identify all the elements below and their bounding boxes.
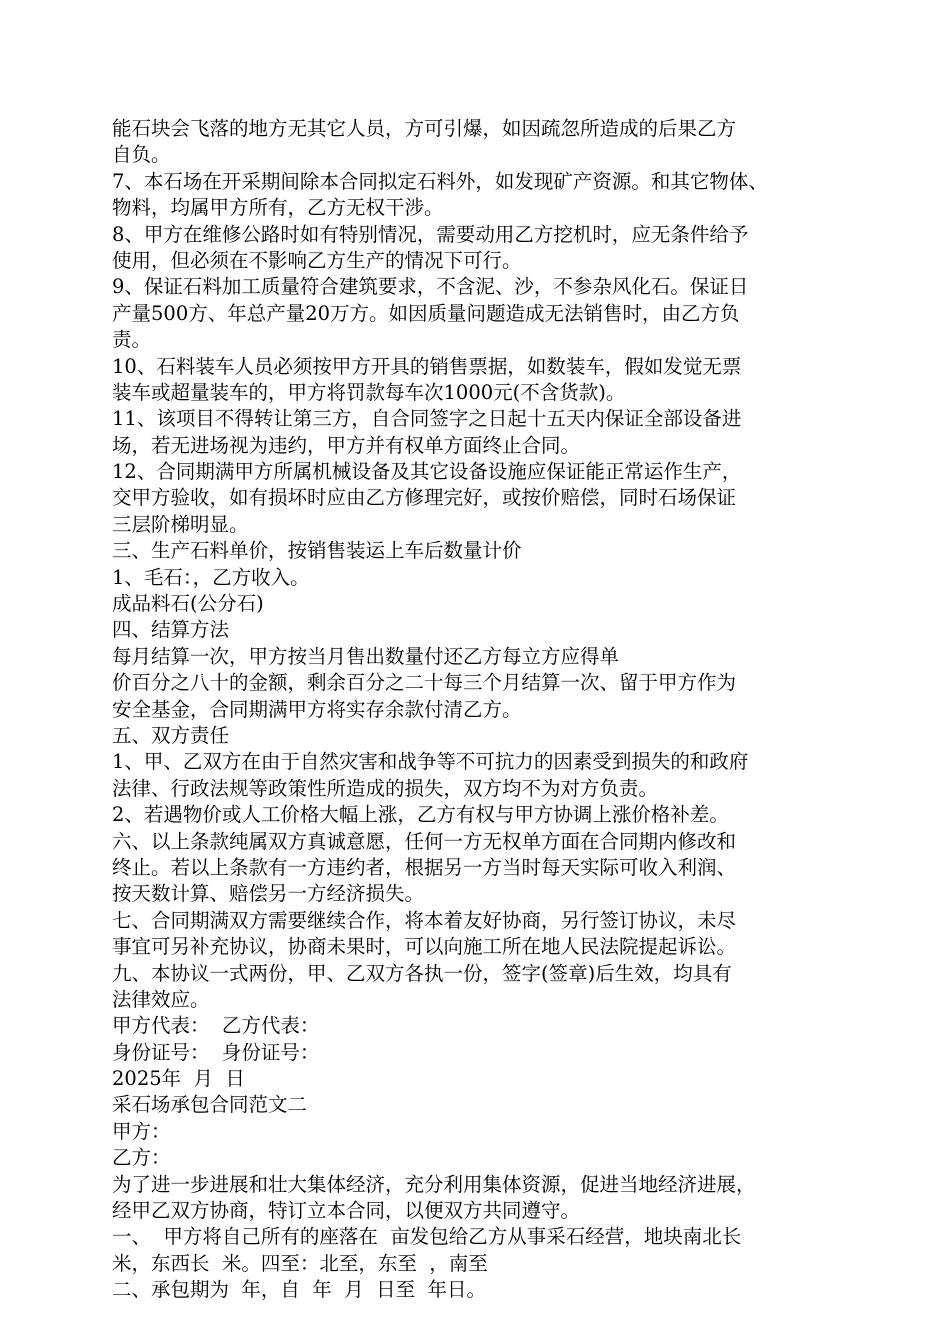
party-b-label: 乙方： xyxy=(112,1146,171,1170)
text-line: 能石块会飞落的地方无其它人员，方可引爆，如因疏忽所造成的后果乙方 xyxy=(112,117,737,140)
text-line: 法律效应。 xyxy=(112,987,210,1011)
text-line: 为了进一步进展和壮大集体经济，充分利用集体资源，促进当地经济进展， xyxy=(112,1172,756,1196)
text-line: 经甲乙双方协商，特订立本合同，以便双方共同遵守。 xyxy=(112,1199,581,1223)
text-line: 责。 xyxy=(112,328,152,352)
text-line: 安全基金，合同期满甲方将实存余款付清乙方。 xyxy=(112,697,522,721)
text-line: 10、石料装车人员必须按甲方开具的销售票据，如数装车，假如发觉无票 xyxy=(112,354,742,378)
text-line: 米，东西长 米。四至：北至，东至 ，南至 xyxy=(112,1251,488,1275)
text-line: 12、合同期满甲方所属机械设备及其它设备设施应保证能正常运作生产， xyxy=(112,460,742,484)
section-heading: 三、生产石料单价，按销售装运上车后数量计价 xyxy=(112,539,522,563)
section-heading: 一、 甲方将自己所有的座落在 亩发包给乙方从事采石经营，地块南北长 xyxy=(112,1225,742,1249)
text-line: 三层阶梯明显。 xyxy=(112,512,249,536)
text-line: 法律、行政法规等政策性所造成的损失，双方均不为对方负责。 xyxy=(112,776,659,800)
text-line: 11、该项目不得转让第三方，自合同签字之日起十五天内保证全部设备进 xyxy=(112,407,742,431)
text-line: 自负。 xyxy=(112,143,171,167)
text-line: 9、保证石料加工质量符合建筑要求，不含泥、沙，不参杂风化石。保证日 xyxy=(112,275,749,299)
text-line: 1、甲、乙双方在由于自然灾害和战争等不可抗力的因素受到损失的和政府 xyxy=(112,750,749,774)
text-line: 价百分之八十的金额，剩余百分之二十每三个月结算一次、留于甲方作为 xyxy=(112,671,737,695)
text-line: 装车或超量装车的，甲方将罚款每车次1000元(不含货款)。 xyxy=(112,380,626,404)
text-line: 2、若遇物价或人工价格大幅上涨，乙方有权与甲方协调上涨价格补差。 xyxy=(112,803,729,827)
text-line: 8、甲方在维修公路时如有特别情况，需要动用乙方挖机时，应无条件给予 xyxy=(112,222,749,246)
text-line: 1、毛石：，乙方收入。 xyxy=(112,565,310,589)
text-line: 使用，但必须在不影响乙方生产的情况下可行。 xyxy=(112,248,522,272)
text-line: 物料，均属甲方所有，乙方无权干涉。 xyxy=(112,196,444,220)
section-heading: 六、以上条款纯属双方真诚意愿，任何一方无权单方面在合同期内修改和 xyxy=(112,829,737,853)
text-line: 终止。若以上条款有一方违约者，根据另一方当时每天实际可收入利润、 xyxy=(112,855,737,879)
party-a-label: 甲方： xyxy=(112,1119,171,1143)
text-line: 产量500方、年总产量20万方。如因质量问题造成无法销售时，由乙方负 xyxy=(112,301,740,325)
text-line: 事宜可另补充协议，协商未果时，可以向施工所在地人民法院提起诉讼。 xyxy=(112,935,737,959)
signature-id-numbers: 身份证号： 身份证号： xyxy=(112,1040,320,1064)
text-line: 按天数计算、赔偿另一方经济损失。 xyxy=(112,882,425,906)
section-heading: 五、双方责任 xyxy=(112,723,230,747)
text-line: 场，若无进场视为违约，甲方并有权单方面终止合同。 xyxy=(112,433,581,457)
section-heading: 二、承包期为 年，自 年 月 日至 年日。 xyxy=(112,1278,486,1302)
text-line: 交甲方验收，如有损坏时应由乙方修理完好，或按价赔偿，同时石场保证 xyxy=(112,486,737,510)
section-heading: 七、合同期满双方需要继续合作，将本着友好协商，另行签订协议，未尽 xyxy=(112,908,737,932)
section-heading: 九、本协议一式两份，甲、乙双方各执一份，签字(签章)后生效，均具有 xyxy=(112,961,732,985)
signature-representatives: 甲方代表： 乙方代表： xyxy=(112,1014,320,1038)
document-body xyxy=(112,116,847,1304)
section-heading: 四、结算方法 xyxy=(112,618,230,642)
text-line: 每月结算一次，甲方按当月售出数量付还乙方每立方应得单 xyxy=(112,644,620,668)
text-line: 成品料石(公分石) xyxy=(112,592,264,616)
contract-title: 采石场承包合同范文二 xyxy=(112,1093,308,1117)
signature-date: 2025年 月 日 xyxy=(112,1067,245,1091)
text-line: 7、本石场在开采期间除本合同拟定石料外，如发现矿产资源。和其它物体、 xyxy=(112,169,768,193)
